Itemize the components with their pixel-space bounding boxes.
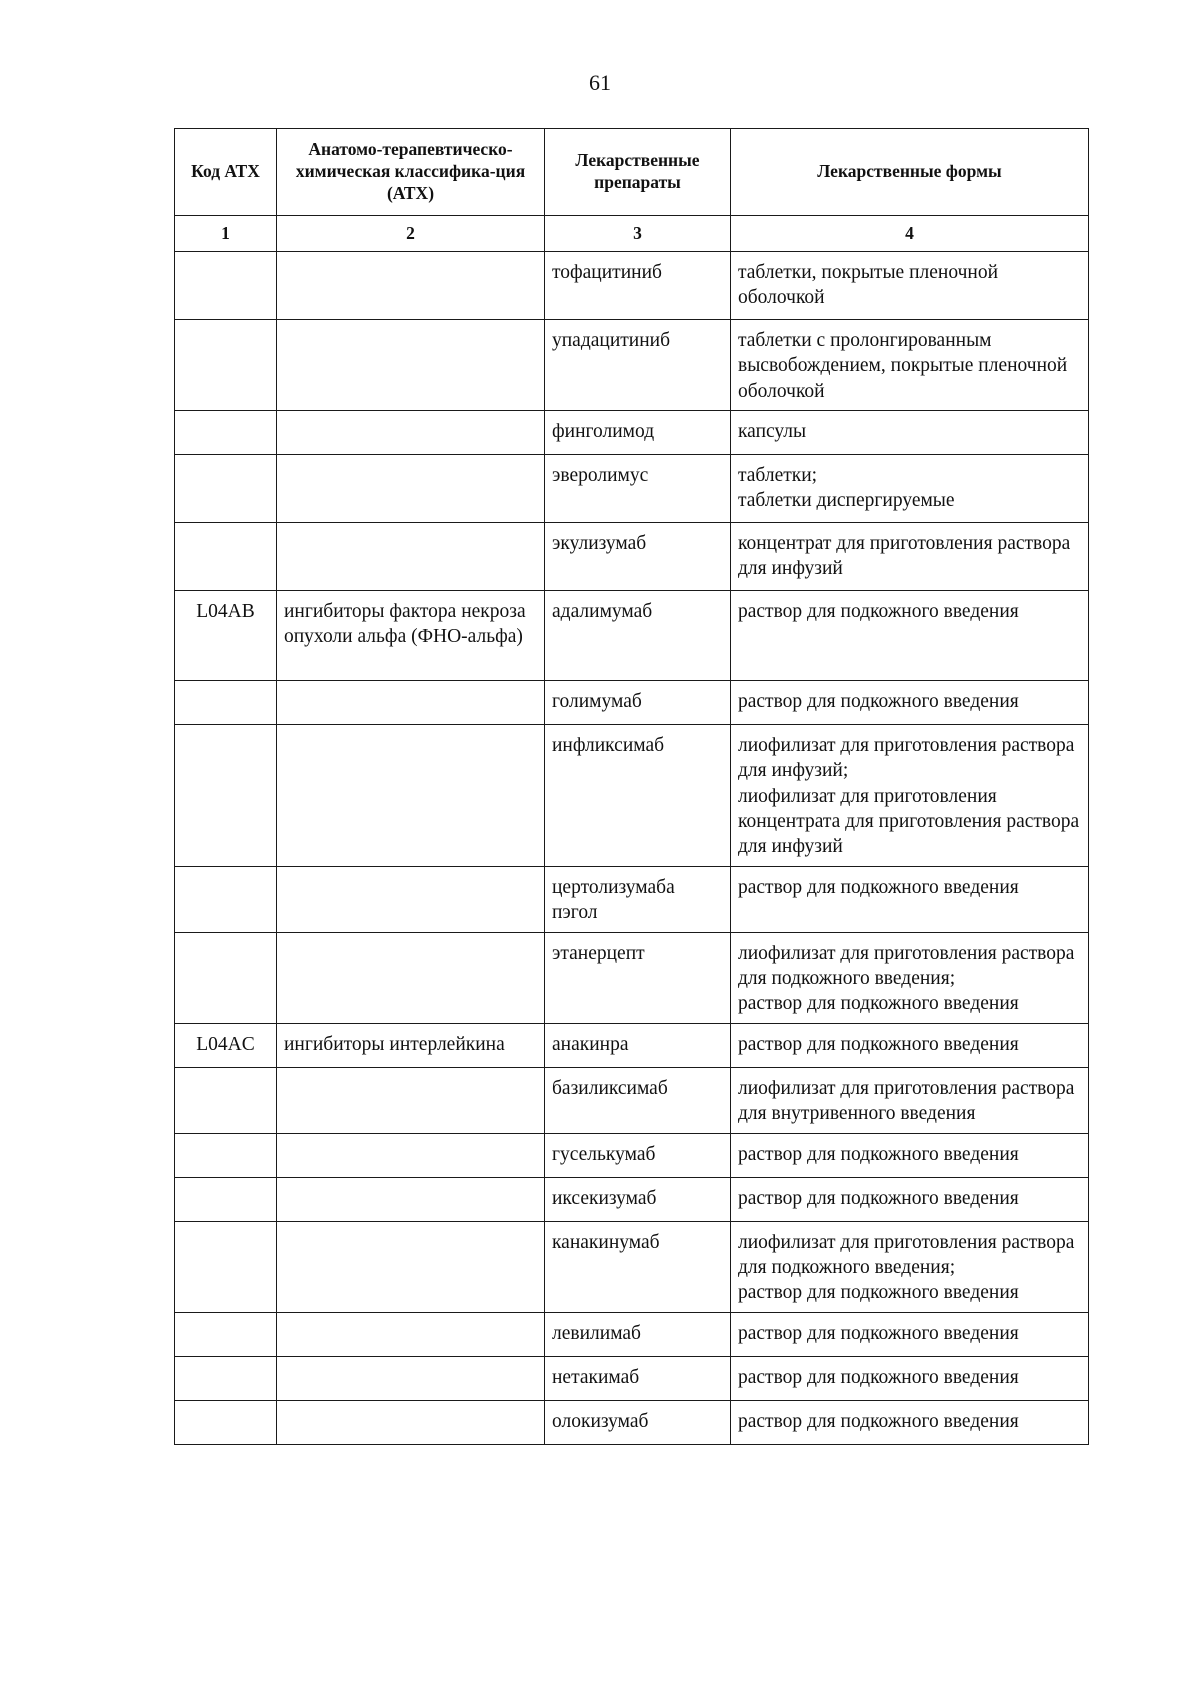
table-header-row — [175, 129, 1089, 216]
drug-name-cell: канакинумаб — [545, 1221, 731, 1312]
atx-code-cell — [175, 1400, 277, 1444]
classification-cell — [277, 725, 545, 867]
drug-name-cell: олокизумаб — [545, 1400, 731, 1444]
atx-code-cell: L04AC — [175, 1023, 277, 1067]
dosage-forms-cell: раствор для подкожного введения — [731, 1133, 1089, 1177]
classification-cell — [277, 1356, 545, 1400]
column-number: 3 — [545, 216, 731, 252]
classification-cell — [277, 1067, 545, 1133]
column-number: 2 — [277, 216, 545, 252]
drug-name-cell: левилимаб — [545, 1312, 731, 1356]
drug-name-cell: иксекизумаб — [545, 1177, 731, 1221]
drug-name-cell: инфликсимаб — [545, 725, 731, 867]
atx-code-cell: L04AB — [175, 591, 277, 681]
dosage-forms-cell: таблетки, покрытые пленочной оболочкой — [731, 252, 1089, 320]
atx-code-cell — [175, 1356, 277, 1400]
table-row — [175, 455, 1089, 523]
dosage-forms-cell: лиофилизат для приготовления раствора для подкожного введения; раствор для подкожного введения — [731, 1221, 1089, 1312]
classification-cell — [277, 411, 545, 455]
header-atx-code: Код АТХ — [175, 129, 277, 216]
dosage-forms-cell: лиофилизат для приготовления раствора для инфузий; лиофилизат для приготовления концентрата для приготовления раствора для инфузий — [731, 725, 1089, 867]
atx-code-cell — [175, 681, 277, 725]
table-row — [175, 1312, 1089, 1356]
atx-code-cell — [175, 252, 277, 320]
classification-cell — [277, 1133, 545, 1177]
table-row — [175, 1133, 1089, 1177]
classification-cell — [277, 1312, 545, 1356]
dosage-forms-cell: раствор для подкожного введения — [731, 1400, 1089, 1444]
table-row — [175, 932, 1089, 1023]
atx-code-cell — [175, 1067, 277, 1133]
dosage-forms-cell: капсулы — [731, 411, 1089, 455]
classification-cell — [277, 1221, 545, 1312]
atx-drug-table — [174, 128, 1089, 1445]
drug-name-cell: эверолимус — [545, 455, 731, 523]
dosage-forms-cell: раствор для подкожного введения — [731, 1312, 1089, 1356]
drug-name-cell: тофацитиниб — [545, 252, 731, 320]
table-row — [175, 1177, 1089, 1221]
table-row — [175, 523, 1089, 591]
drug-name-cell: финголимод — [545, 411, 731, 455]
atx-code-cell — [175, 932, 277, 1023]
table-row — [175, 1400, 1089, 1444]
dosage-forms-cell: раствор для подкожного введения — [731, 866, 1089, 932]
dosage-forms-cell: раствор для подкожного введения — [731, 591, 1089, 681]
table-row — [175, 320, 1089, 411]
drug-name-cell: анакинра — [545, 1023, 731, 1067]
table-row — [175, 252, 1089, 320]
dosage-forms-cell: лиофилизат для приготовления раствора для внутривенного введения — [731, 1067, 1089, 1133]
table-row — [175, 1067, 1089, 1133]
column-number-row — [175, 216, 1089, 252]
drug-name-cell: цертолизумаба пэгол — [545, 866, 731, 932]
drug-name-cell: упадацитиниб — [545, 320, 731, 411]
table-row — [175, 681, 1089, 725]
column-number: 1 — [175, 216, 277, 252]
atx-code-cell — [175, 1221, 277, 1312]
classification-cell — [277, 681, 545, 725]
atx-code-cell — [175, 866, 277, 932]
classification-cell — [277, 320, 545, 411]
classification-cell: ингибиторы фактора некроза опухоли альфа (ФНО-альфа) — [277, 591, 545, 681]
dosage-forms-cell: таблетки с пролонгированным высвобождением, покрытые пленочной оболочкой — [731, 320, 1089, 411]
drug-name-cell: голимумаб — [545, 681, 731, 725]
table-row — [175, 725, 1089, 867]
classification-cell — [277, 252, 545, 320]
atx-code-cell — [175, 725, 277, 867]
dosage-forms-cell: таблетки; таблетки диспергируемые — [731, 455, 1089, 523]
drug-name-cell: этанерцепт — [545, 932, 731, 1023]
dosage-forms-cell: раствор для подкожного введения — [731, 681, 1089, 725]
header-dosage-forms: Лекарственные формы — [731, 129, 1089, 216]
dosage-forms-cell: раствор для подкожного введения — [731, 1023, 1089, 1067]
drug-name-cell: экулизумаб — [545, 523, 731, 591]
table-row — [175, 866, 1089, 932]
drug-name-cell: нетакимаб — [545, 1356, 731, 1400]
header-drugs: Лекарственные препараты — [545, 129, 731, 216]
atx-code-cell — [175, 455, 277, 523]
dosage-forms-cell: раствор для подкожного введения — [731, 1177, 1089, 1221]
table-row — [175, 411, 1089, 455]
drug-name-cell: адалимумаб — [545, 591, 731, 681]
header-atx-classification: Анатомо-терапевтическо-химическая классифика-ция (АТХ) — [277, 129, 545, 216]
table-row — [175, 1356, 1089, 1400]
drug-name-cell: гуселькумаб — [545, 1133, 731, 1177]
atx-code-cell — [175, 320, 277, 411]
classification-cell — [277, 523, 545, 591]
table-row — [175, 1023, 1089, 1067]
atx-code-cell — [175, 523, 277, 591]
classification-cell — [277, 866, 545, 932]
page-number: 61 — [589, 70, 611, 95]
classification-cell: ингибиторы интерлейкина — [277, 1023, 545, 1067]
dosage-forms-cell: раствор для подкожного введения — [731, 1356, 1089, 1400]
classification-cell — [277, 932, 545, 1023]
atx-code-cell — [175, 1177, 277, 1221]
dosage-forms-cell: лиофилизат для приготовления раствора для подкожного введения; раствор для подкожного введения — [731, 932, 1089, 1023]
classification-cell — [277, 455, 545, 523]
atx-code-cell — [175, 1133, 277, 1177]
classification-cell — [277, 1177, 545, 1221]
atx-code-cell — [175, 1312, 277, 1356]
atx-code-cell — [175, 411, 277, 455]
table-row — [175, 591, 1089, 681]
column-number: 4 — [731, 216, 1089, 252]
table-row — [175, 1221, 1089, 1312]
dosage-forms-cell: концентрат для приготовления раствора для инфузий — [731, 523, 1089, 591]
drug-name-cell: базиликсимаб — [545, 1067, 731, 1133]
classification-cell — [277, 1400, 545, 1444]
